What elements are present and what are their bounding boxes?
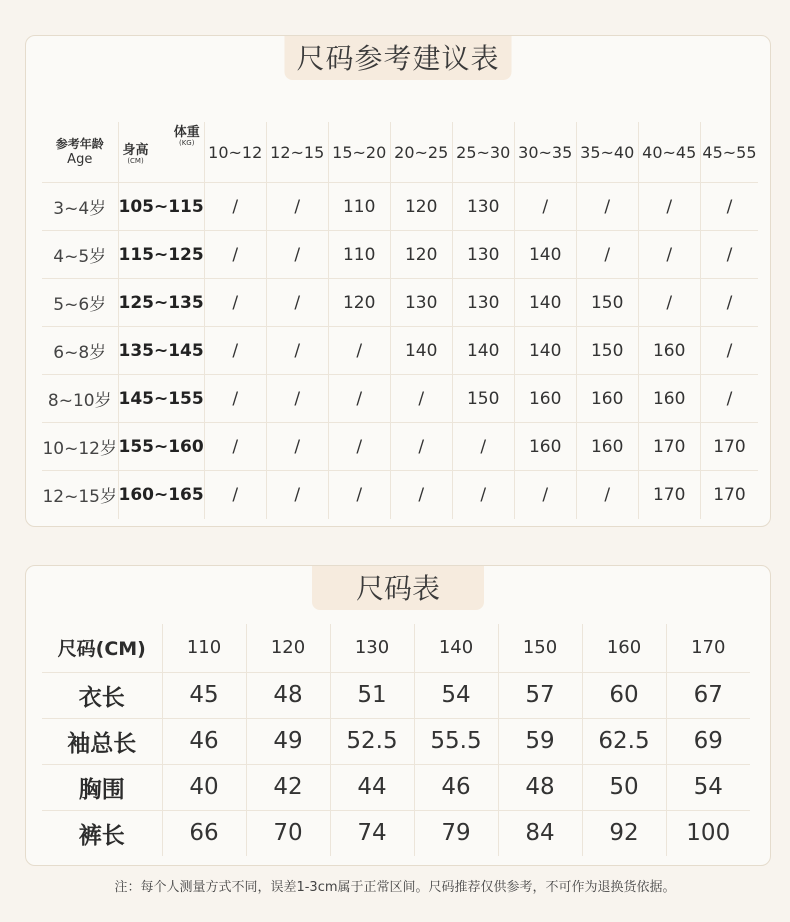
- measurement-row: [42, 764, 750, 810]
- table-row: [42, 327, 758, 375]
- measurement-cell: 54: [666, 764, 750, 810]
- age-cell: 4~5岁: [42, 231, 118, 279]
- size-cell: 160: [514, 375, 576, 423]
- height-cell: 125~135: [118, 279, 204, 327]
- size-cell: /: [204, 327, 266, 375]
- size-cell: /: [328, 327, 390, 375]
- size-cell: 170: [638, 471, 700, 519]
- size-cell: /: [204, 375, 266, 423]
- size-cell: /: [328, 471, 390, 519]
- size-cell: /: [204, 183, 266, 231]
- size-cell: 130: [452, 231, 514, 279]
- size-cell: 140: [514, 231, 576, 279]
- size-cell: /: [204, 423, 266, 471]
- size-cell: /: [576, 183, 638, 231]
- size-cell: /: [266, 423, 328, 471]
- height-cell: 160~165: [118, 471, 204, 519]
- measurement-row: [42, 672, 750, 718]
- size-cell: /: [638, 231, 700, 279]
- weight-range-header: 12~15: [266, 122, 328, 183]
- weight-range-header: 20~25: [390, 122, 452, 183]
- weight-range-header: 10~12: [204, 122, 266, 183]
- measurement-label: 袖总长: [42, 718, 162, 764]
- measurement-cell: 69: [666, 718, 750, 764]
- weight-range-header: 30~35: [514, 122, 576, 183]
- size-cell: /: [576, 471, 638, 519]
- size-recommendation-table: [42, 122, 758, 519]
- size-cell: /: [452, 471, 514, 519]
- age-cell: 5~6岁: [42, 279, 118, 327]
- size-cell: /: [266, 231, 328, 279]
- size-cell: /: [390, 471, 452, 519]
- weight-range-header: 15~20: [328, 122, 390, 183]
- measurement-row: [42, 810, 750, 856]
- table-row: [42, 231, 758, 279]
- size-chart-table: [42, 624, 750, 856]
- size-cell: 150: [576, 279, 638, 327]
- height-cell: 135~145: [118, 327, 204, 375]
- size-cell: 130: [452, 183, 514, 231]
- table-row: [42, 423, 758, 471]
- size-cell: /: [700, 183, 758, 231]
- size-chart-title: 尺码表: [312, 566, 484, 610]
- age-cell: 3~4岁: [42, 183, 118, 231]
- size-cell: /: [638, 183, 700, 231]
- size-cell: 160: [638, 327, 700, 375]
- measurement-cell: 48: [498, 764, 582, 810]
- height-cell: 115~125: [118, 231, 204, 279]
- measurement-cell: 42: [246, 764, 330, 810]
- measurement-cell: 46: [162, 718, 246, 764]
- age-header-cell: [42, 122, 118, 183]
- size-cell: 120: [390, 231, 452, 279]
- age-cell: 8~10岁: [42, 375, 118, 423]
- height-cell: 145~155: [118, 375, 204, 423]
- size-cell: 140: [514, 279, 576, 327]
- size-cell: /: [266, 279, 328, 327]
- size-recommendation-title: 尺码参考建议表: [284, 36, 511, 80]
- size-cell: /: [514, 471, 576, 519]
- table-row: [42, 279, 758, 327]
- measurement-cell: 67: [666, 672, 750, 718]
- table-row: [42, 183, 758, 231]
- measurement-label: 衣长: [42, 672, 162, 718]
- age-cell: 10~12岁: [42, 423, 118, 471]
- age-cell: 12~15岁: [42, 487, 117, 508]
- measurement-cell: 66: [162, 810, 246, 856]
- measurement-cell: 54: [414, 672, 498, 718]
- size-cell: 150: [576, 327, 638, 375]
- measurement-cell: 59: [498, 718, 582, 764]
- age-cell: 6~8岁: [42, 327, 118, 375]
- measurement-cell: 52.5: [330, 718, 414, 764]
- size-cell: /: [700, 327, 758, 375]
- size-header: 140: [414, 624, 498, 672]
- height-weight-header-cell: [118, 122, 204, 183]
- measurement-cell: 44: [330, 764, 414, 810]
- size-cell: 110: [328, 231, 390, 279]
- size-cell: 140: [514, 327, 576, 375]
- size-cell: /: [266, 375, 328, 423]
- measurement-cell: 50: [582, 764, 666, 810]
- height-cell: 155~160: [118, 423, 204, 471]
- height-unit: (CM): [127, 157, 144, 165]
- size-header: 170: [666, 624, 750, 672]
- weight-range-header: 35~40: [576, 122, 638, 183]
- size-header-label: 尺码(CM): [42, 624, 162, 672]
- size-cell: /: [328, 423, 390, 471]
- size-cell: 160: [514, 423, 576, 471]
- size-cell: /: [576, 231, 638, 279]
- disclaimer-note: 注：每个人测量方式不同，误差1-3cm属于正常区间。尺码推荐仅供参考，不可作为退换货依据。: [114, 880, 676, 895]
- measurement-cell: 70: [246, 810, 330, 856]
- measurement-label: 裤长: [78, 822, 125, 849]
- size-cell: 110: [328, 183, 390, 231]
- table-row: [42, 471, 758, 519]
- measurement-cell: 74: [330, 810, 414, 856]
- measurement-cell: 57: [498, 672, 582, 718]
- size-cell: /: [204, 231, 266, 279]
- size-chart-card: [25, 565, 771, 866]
- size-cell: /: [638, 279, 700, 327]
- measurement-cell: 79: [414, 810, 498, 856]
- size-cell: 170: [638, 423, 700, 471]
- size-header-row: [42, 624, 750, 672]
- measurement-cell: 40: [162, 764, 246, 810]
- measurement-cell: 62.5: [582, 718, 666, 764]
- table-header-row: [42, 122, 758, 183]
- size-cell: /: [452, 423, 514, 471]
- size-cell: 170: [700, 471, 758, 519]
- size-cell: /: [204, 471, 266, 519]
- size-cell: /: [266, 183, 328, 231]
- size-cell: 170: [700, 423, 758, 471]
- measurement-label: 胸围: [42, 764, 162, 810]
- height-header: 身高: [122, 143, 149, 158]
- size-cell: 130: [390, 279, 452, 327]
- size-cell: 160: [576, 423, 638, 471]
- weight-range-header: 40~45: [638, 122, 700, 183]
- size-cell: 140: [452, 327, 514, 375]
- size-cell: 130: [452, 279, 514, 327]
- size-cell: 120: [390, 183, 452, 231]
- measurement-cell: 48: [246, 672, 330, 718]
- size-cell: 150: [452, 375, 514, 423]
- weight-header: 体重: [173, 125, 200, 140]
- measurement-cell: 49: [246, 718, 330, 764]
- size-cell: /: [266, 327, 328, 375]
- size-cell: 120: [328, 279, 390, 327]
- measurement-row: [42, 718, 750, 764]
- size-cell: /: [390, 375, 452, 423]
- size-cell: /: [390, 423, 452, 471]
- measurement-cell: 60: [582, 672, 666, 718]
- size-cell: 160: [638, 375, 700, 423]
- size-cell: 160: [576, 375, 638, 423]
- size-cell: /: [700, 231, 758, 279]
- measurement-cell: 45: [162, 672, 246, 718]
- size-header: 110: [162, 624, 246, 672]
- measurement-cell: 100: [666, 810, 750, 856]
- age-header: 参考年龄: [55, 137, 104, 151]
- size-header: 120: [246, 624, 330, 672]
- height-cell: 105~115: [118, 183, 204, 231]
- size-cell: /: [514, 183, 576, 231]
- size-header: 130: [330, 624, 414, 672]
- measurement-cell: 46: [414, 764, 498, 810]
- measurement-cell: 55.5: [414, 718, 498, 764]
- weight-range-header: 25~30: [452, 122, 514, 183]
- size-cell: /: [328, 375, 390, 423]
- size-cell: /: [700, 279, 758, 327]
- size-recommendation-card: [25, 35, 771, 527]
- size-cell: 140: [390, 327, 452, 375]
- age-header-en: Age: [67, 152, 93, 167]
- size-header: 150: [498, 624, 582, 672]
- weight-range-header: 45~55: [700, 122, 758, 183]
- size-cell: /: [204, 279, 266, 327]
- size-cell: /: [700, 375, 758, 423]
- weight-unit: (KG): [178, 139, 195, 147]
- measurement-cell: 51: [330, 672, 414, 718]
- measurement-cell: 92: [582, 810, 666, 856]
- size-header: 160: [582, 624, 666, 672]
- measurement-cell: 84: [498, 810, 582, 856]
- size-cell: /: [266, 471, 328, 519]
- table-row: [42, 375, 758, 423]
